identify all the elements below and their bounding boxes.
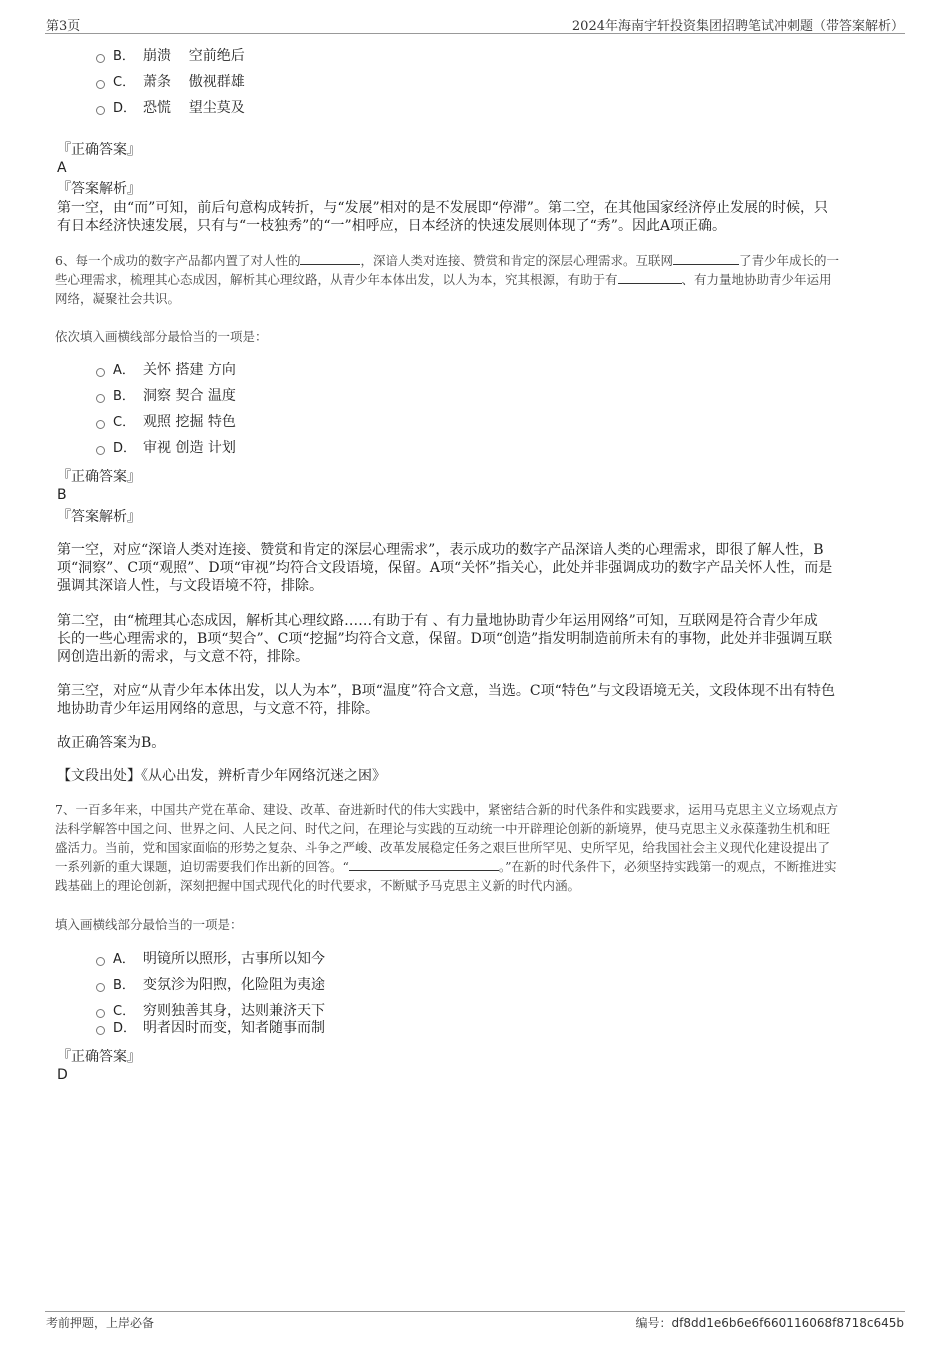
q6-prompt: 依次填入画横线部分最恰当的一项是： <box>55 329 268 344</box>
radio-icon[interactable] <box>96 54 105 63</box>
radio-icon[interactable] <box>96 957 105 966</box>
q6-conclusion: 故正确答案为B。 <box>57 735 166 751</box>
footer-rule <box>45 1311 905 1312</box>
q7-question: 7、一百多年来，中国共产党在革命、建设、改革、奋进新时代的伟大实践中，紧密结合新的时代条件和实践要求，运用马克思主义立场观点方 法科学解答中国之问、世界之问、人民之问、时代之问，在理论与实践的互动统一中开辟理论创新的新境界，使马克思主义永葆蓬勃生机和旺 盛活力。当前，党和国家面临的形势之复杂、斗争之严峻、改革发展稳定任务之艰巨世所罕见、史所罕见，给我国社会主义现代化建设提出了 一系列新的重大课题，迫切需要我们作出新的回答。“ 。”在新的时代条件下，必须坚持实践第一的观点，不断推进实 践基础上的理论创新，深刻把握中国式现代化的时代要求，不断赋予马克思主义新的时代内涵。 <box>55 802 838 893</box>
fill-blank <box>300 252 360 265</box>
q6-option-b[interactable]: B． 洞察 契合 温度 <box>96 386 236 406</box>
q6-option-a[interactable]: A． 关怀 搭建 方向 <box>96 360 236 380</box>
q7-option-c[interactable]: C． 穷则独善其身，达则兼济天下 <box>96 1001 325 1021</box>
q6-analysis-para-1: 第一空，对应“深谙人类对连接、赞赏和肯定的深层心理需求”，表示成功的数字产品深谙人类的心理需求，即很了解人性，B 项“洞察”、C项“观照”、D项“审视”均符合文段语境，保留。A项“关怀”指关心，此处并非强调成功的数字产品关怀人性，而是 强调其深谙人性，与文段语境不符，排除。 <box>57 542 833 594</box>
q6-answer-label: 『正确答案』 <box>57 469 141 485</box>
q7-option-a[interactable]: A． 明镜所以照形，古事所以知今 <box>96 949 325 969</box>
q7-answer-label: 『正确答案』 <box>57 1049 141 1065</box>
q5-analysis-label: 『答案解析』 <box>57 181 141 197</box>
radio-icon[interactable] <box>96 1026 105 1035</box>
radio-icon[interactable] <box>96 80 105 89</box>
q7-prompt: 填入画横线部分最恰当的一项是： <box>55 917 243 932</box>
radio-icon[interactable] <box>96 368 105 377</box>
radio-icon[interactable] <box>96 106 105 115</box>
fill-blank <box>618 271 682 284</box>
q7-answer: D <box>57 1067 68 1083</box>
fill-blank <box>673 252 739 265</box>
q5-answer-label: 『正确答案』 <box>57 142 141 158</box>
radio-icon[interactable] <box>96 446 105 455</box>
q6-analysis-para-3: 第三空，对应“从青少年本体出发，以人为本”，B项“温度”符合文意，当选。C项“特色”与文段语境无关，文段体现不出有特色 地协助青少年运用网络的意思，与文意不符，排除。 <box>57 683 835 717</box>
q5-option-c[interactable]: C． 萧条 傲视群雄 <box>96 72 245 92</box>
radio-icon[interactable] <box>96 1009 105 1018</box>
q6-question: 6、每一个成功的数字产品都内置了对人性的 ，深谙人类对连接、赞赏和肯定的深层心理需求。互联网 了青少年成长的一 些心理需求，梳理其心态成因，解析其心理纹路，从青少年本体出发，以人为本，究其根源，有助于有 、有力量地协助青少年运用 网络，凝聚社会共识。 <box>55 253 839 306</box>
q6-source: 【文段出处】《从心出发，辨析青少年网络沉迷之困》 <box>57 768 386 784</box>
q7-option-b[interactable]: B． 变氛沴为阳煦，化险阻为夷途 <box>96 975 325 995</box>
q6-option-c[interactable]: C． 观照 挖掘 特色 <box>96 412 236 432</box>
q5-option-d[interactable]: D． 恐慌 望尘莫及 <box>96 98 245 118</box>
radio-icon[interactable] <box>96 420 105 429</box>
document-code: 编号：df8dd1e6b6e6f660116068f8718c645b <box>635 1316 904 1330</box>
q5-analysis-line: 有日本经济快速发展，只有与“一枝独秀”的“一”相呼应，日本经济的快速发展则体现了“秀”。因此A项正确。 <box>57 218 727 234</box>
q6-analysis-para-2: 第二空，由“梳理其心态成因，解析其心理纹路……有助于有 、有力量地协助青少年运用网络”可知，互联网是符合青少年成 长的一些心理需求的，B项“契合”、C项“挖掘”均符合文意，保留。D项“创造”指发明制造前所未有的事物，此处并非强调互联 网创造出新的需求，与文意不符，排除。 <box>57 613 833 665</box>
footer-slogan: 考前押题，上岸必备 <box>46 1316 155 1330</box>
radio-icon[interactable] <box>96 983 105 992</box>
q6-option-d[interactable]: D． 审视 创造 计划 <box>96 438 236 458</box>
document-title: 2024年海南宇轩投资集团招聘笔试冲刺题（带答案解析） <box>571 19 904 34</box>
q5-analysis-line: 第一空，由“而”可知，前后句意构成转折，与“发展”相对的是不发展即“停滞”。第二空，在其他国家经济停止发展的时候，只 <box>57 200 828 216</box>
q6-analysis-label: 『答案解析』 <box>57 509 141 525</box>
q5-answer: A <box>57 160 67 176</box>
page-number: 第3页 <box>46 19 81 34</box>
header-rule <box>45 33 905 34</box>
q6-answer: B <box>57 487 67 503</box>
fill-blank <box>349 858 499 871</box>
q7-option-d[interactable]: D． 明者因时而变，知者随事而制 <box>96 1018 325 1038</box>
radio-icon[interactable] <box>96 394 105 403</box>
q5-option-b[interactable]: B． 崩溃 空前绝后 <box>96 46 245 66</box>
